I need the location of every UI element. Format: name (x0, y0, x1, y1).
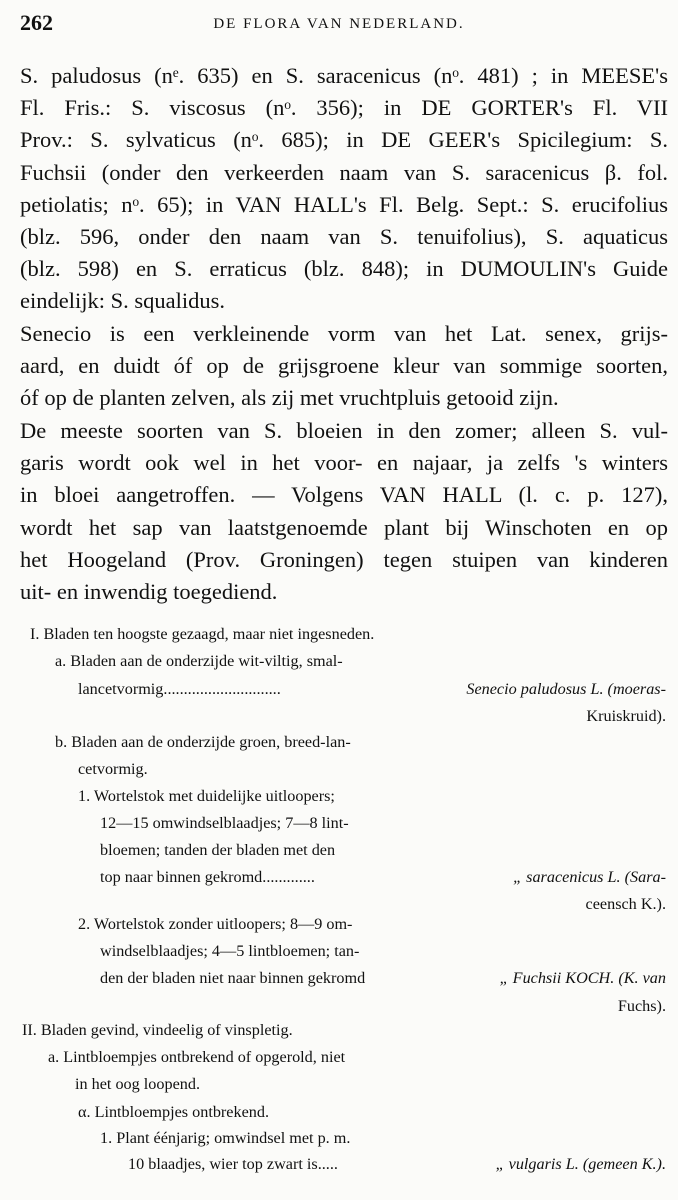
key-line: b. Bladen aan de onderzijde groen, breed-lan- (55, 733, 351, 751)
key-result: ceensch K.). (585, 895, 666, 913)
running-title: DE FLORA VAN NEDERLAND. (213, 16, 465, 32)
key-result: „ saracenicus L. (Sara- (513, 868, 666, 886)
paragraph-synonyms (20, 60, 668, 318)
key-line: 10 blaadjes, wier top zwart is..... (128, 1155, 338, 1173)
text-line: De meeste soorten van S. bloeien in den zomer; alleen S. vul- (20, 418, 668, 443)
text-line: aard, en duidt óf op de grijsgroene kleur van sommige soorten, (20, 353, 668, 379)
key-line: cetvormig. (78, 760, 148, 778)
key-line: α. Lintbloempjes ontbrekend. (78, 1103, 270, 1121)
key-line: windselblaadjes; 4—5 lintbloemen; tan- (100, 942, 360, 960)
key-result: „ Fuchsii KOCH. (K. van (499, 969, 666, 987)
text-line: garis wordt ook wel in het voor- en najaar, ja zelfs 's winters (20, 450, 668, 476)
text-line: petiolatis; nᵒ. 65); in VAN HALL's Fl. Belg. Sept.: S. erucifolius (20, 191, 668, 217)
key-result: Fuchs). (617, 997, 666, 1015)
key-result: Senecio paludosus L. (moeras- (466, 680, 666, 698)
text-line: het Hoogeland (Prov. Groningen) tegen stuipen van kinderen (20, 546, 668, 572)
key-line: II. Bladen gevind, vindeelig of vinspletig. (22, 1021, 293, 1039)
text-line: óf op de planten zelven, als zij met vruchtpluis getooid zijn. (20, 385, 559, 411)
text-line: S. paludosus (nᵉ. 635) en S. saracenicus (nᵒ. 481) ; in MEESE's (20, 63, 668, 88)
key-result: „ vulgaris L. (gemeen K.). (495, 1155, 666, 1173)
text-line: (blz. 598) en S. erraticus (blz. 848); in DUMOULIN's Guide (20, 256, 668, 282)
page-header (20, 10, 658, 40)
text-line: Fl. Fris.: S. viscosus (nᵒ. 356); in DE GORTER's Fl. VII (20, 95, 668, 121)
key-line: in het oog loopend. (75, 1075, 200, 1093)
key-line: I. Bladen ten hoogste gezaagd, maar niet ingesneden. (30, 625, 375, 643)
paragraph-flowering (20, 415, 668, 608)
key-line: lancetvormig............................. (78, 680, 281, 698)
text-line: (blz. 596, onder den naam van S. tenuifolius), S. aquaticus (20, 224, 668, 250)
key-line: a. Lintbloempjes ontbrekend of opgerold, niet (48, 1048, 346, 1066)
text-line: Senecio is een verkleinende vorm van het Lat. senex, grijs- (20, 321, 668, 346)
key-result: Kruiskruid). (586, 707, 666, 725)
key-line: bloemen; tanden der bladen met den (100, 841, 336, 859)
text-line: uit- en inwendig toegediend. (20, 579, 278, 605)
page-number: 262 (20, 10, 53, 35)
text-line: eindelijk: S. squalidus. (20, 288, 225, 314)
key-line: top naar binnen gekromd............. (100, 868, 315, 886)
key-line: 1. Plant éénjarig; omwindsel met p. m. (100, 1129, 351, 1147)
text-line: Prov.: S. sylvaticus (nᵒ. 685); in DE GEER's Spicilegium: S. (20, 127, 668, 153)
key-line: a. Bladen aan de onderzijde wit-viltig, smal- (55, 652, 343, 670)
text-line: wordt het sap van laatstgenoemde plant bij Winschoten en op (20, 514, 668, 540)
text-line: Fuchsii (onder den verkeerden naam van S. saracenicus β. fol. (20, 159, 668, 185)
paragraph-etymology (20, 318, 668, 415)
key-line: den der bladen niet naar binnen gekromd (100, 969, 366, 987)
key-line: 1. Wortelstok met duidelijke uitloopers; (78, 787, 335, 805)
key-line: 2. Wortelstok zonder uitloopers; 8—9 om- (78, 915, 353, 933)
key-line: 12—15 omwindselblaadjes; 7—8 lint- (100, 814, 349, 832)
text-line: in bloei aangetroffen. — Volgens VAN HALL (l. c. p. 127), (20, 482, 668, 508)
